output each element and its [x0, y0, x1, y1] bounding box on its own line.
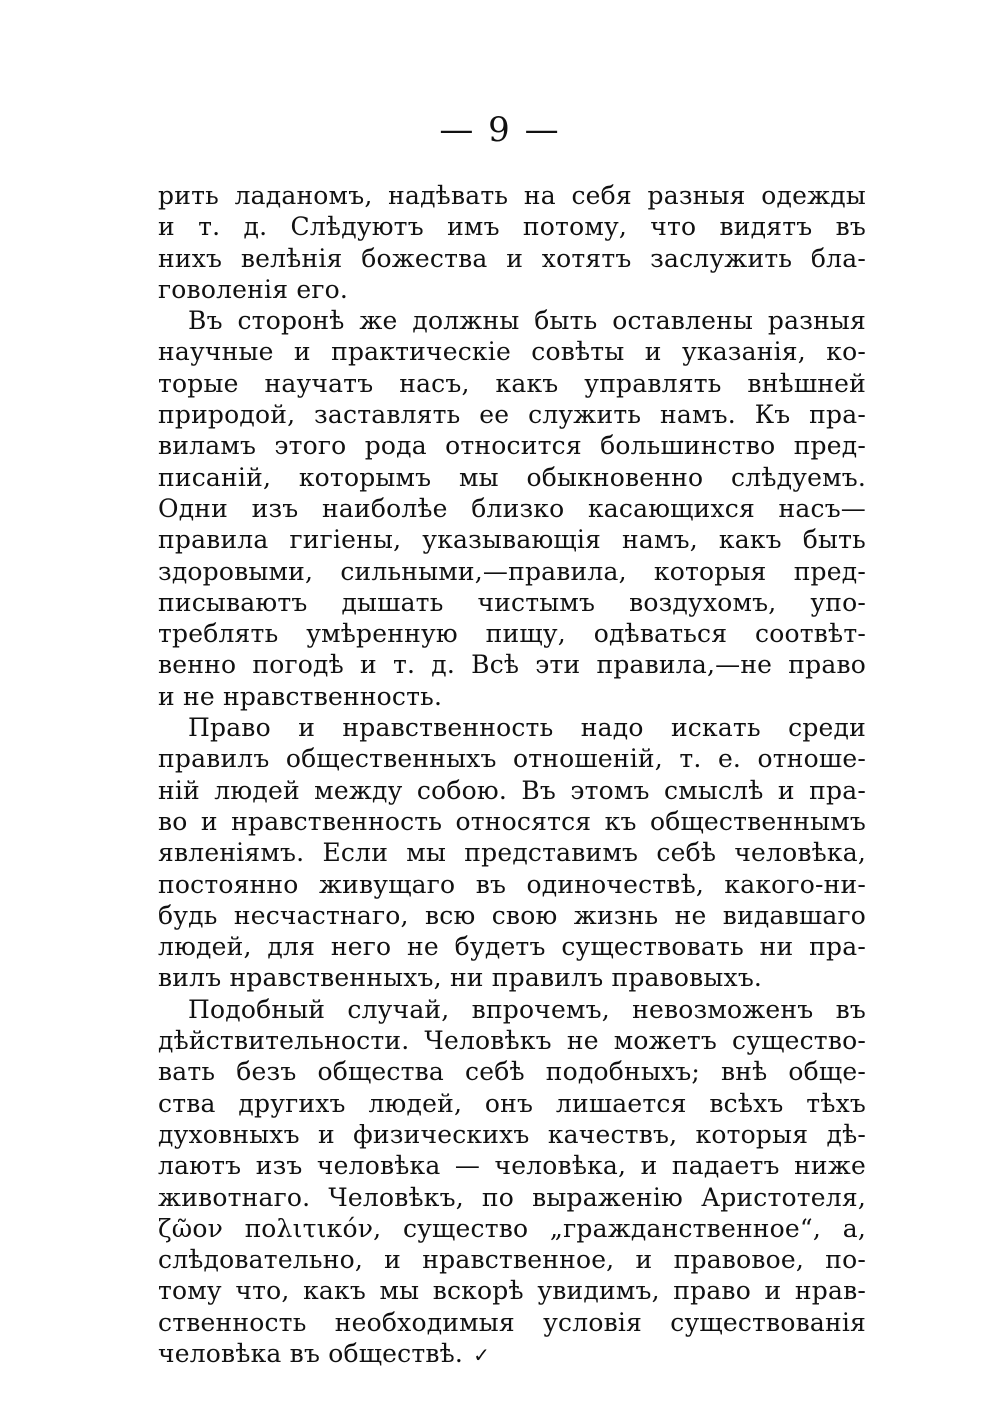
text-line: ζῶον πολιτικόν, существо „гражданственное“, а,	[158, 1213, 866, 1243]
text-line: треблять умѣренную пищу, одѣваться соотвѣт-	[158, 619, 866, 649]
text-line: людей, для него не будетъ существовать ни пра-	[158, 932, 866, 962]
text-line: нихъ велѣнія божества и хотятъ заслужить бла-	[158, 243, 866, 273]
text-line: торые научатъ насъ, какъ управлять внѣшней	[158, 368, 866, 398]
text-line: ственность необходимыя условія существованія	[158, 1307, 866, 1337]
text-line: слѣдовательно, и нравственное, и правовое, по-	[158, 1245, 866, 1275]
text-line: говоленія его.	[158, 274, 349, 304]
text-line: Одни изъ наиболѣе близко касающихся насъ—	[158, 493, 866, 523]
text-line: ній людей между собою. Въ этомъ смыслѣ и пра-	[158, 775, 866, 805]
text-line: будь несчастнаго, всю свою жизнь не видавшаго	[158, 900, 866, 930]
text-line: лаютъ изъ человѣка — человѣка, и падаетъ ниже	[158, 1151, 866, 1181]
text-line: постоянно живущаго въ одиночествѣ, какого-ни-	[158, 869, 866, 899]
body-text	[158, 180, 866, 1369]
text-line: здоровыми, сильными,—правила, которыя пред-	[158, 556, 866, 586]
text-line: во и нравственность относятся къ общественнымъ	[158, 806, 866, 836]
text-line: ства другихъ людей, онъ лишается всѣхъ тѣхъ	[158, 1088, 866, 1118]
text-line: дѣйствительности. Человѣкъ не можетъ существо-	[158, 1026, 866, 1056]
text-line: правилъ общественныхъ отношеній, т. е. отноше-	[158, 744, 866, 774]
text-line: Право и нравственность надо искать среди	[188, 713, 866, 743]
text-line: научные и практическіе совѣты и указанія, ко-	[158, 337, 866, 367]
text-line: правила гигіены, указывающія намъ, какъ быть	[158, 525, 866, 555]
text-line: Въ сторонѣ же должны быть оставлены разныя	[188, 306, 866, 336]
text-line: человѣка въ обществѣ. ✓	[158, 1338, 866, 1369]
text-line: виламъ этого рода относится большинство пред-	[158, 431, 866, 461]
text-line: тому что, какъ мы вскорѣ увидимъ, право и нрав-	[158, 1276, 866, 1306]
text-line: Подобный случай, впрочемъ, невозможенъ въ	[188, 994, 866, 1024]
text-line: природой, заставлять ее служить намъ. Къ пра-	[158, 400, 866, 430]
text-line: вилъ нравственныхъ, ни правилъ правовыхъ.	[158, 963, 763, 993]
text-line: писаній, которымъ мы обыкновенно слѣдуемъ.	[158, 462, 866, 492]
text-line: рить ладаномъ, надѣвать на себя разныя одежды	[158, 181, 866, 210]
text-line: писываютъ дышать чистымъ воздухомъ, упо-	[158, 587, 866, 617]
text-line: и т. д. Слѣдуютъ имъ потому, что видятъ въ	[158, 212, 866, 242]
page-number: — 9 —	[439, 110, 561, 150]
text-line: вать безъ общества себѣ подобныхъ; внѣ обще-	[158, 1057, 866, 1087]
text-line: и не нравственность.	[158, 681, 443, 711]
text-line: явленіямъ. Если мы представимъ себѣ человѣка,	[158, 838, 866, 868]
text-line: венно погодѣ и т. д. Всѣ эти правила,—не право	[158, 650, 866, 680]
text-line: животнаго. Человѣкъ, по выраженію Аристотеля,	[158, 1182, 866, 1212]
text-line: духовныхъ и физическихъ качествъ, которыя дѣ-	[158, 1119, 866, 1149]
check-mark-icon: ✓	[473, 1342, 491, 1367]
